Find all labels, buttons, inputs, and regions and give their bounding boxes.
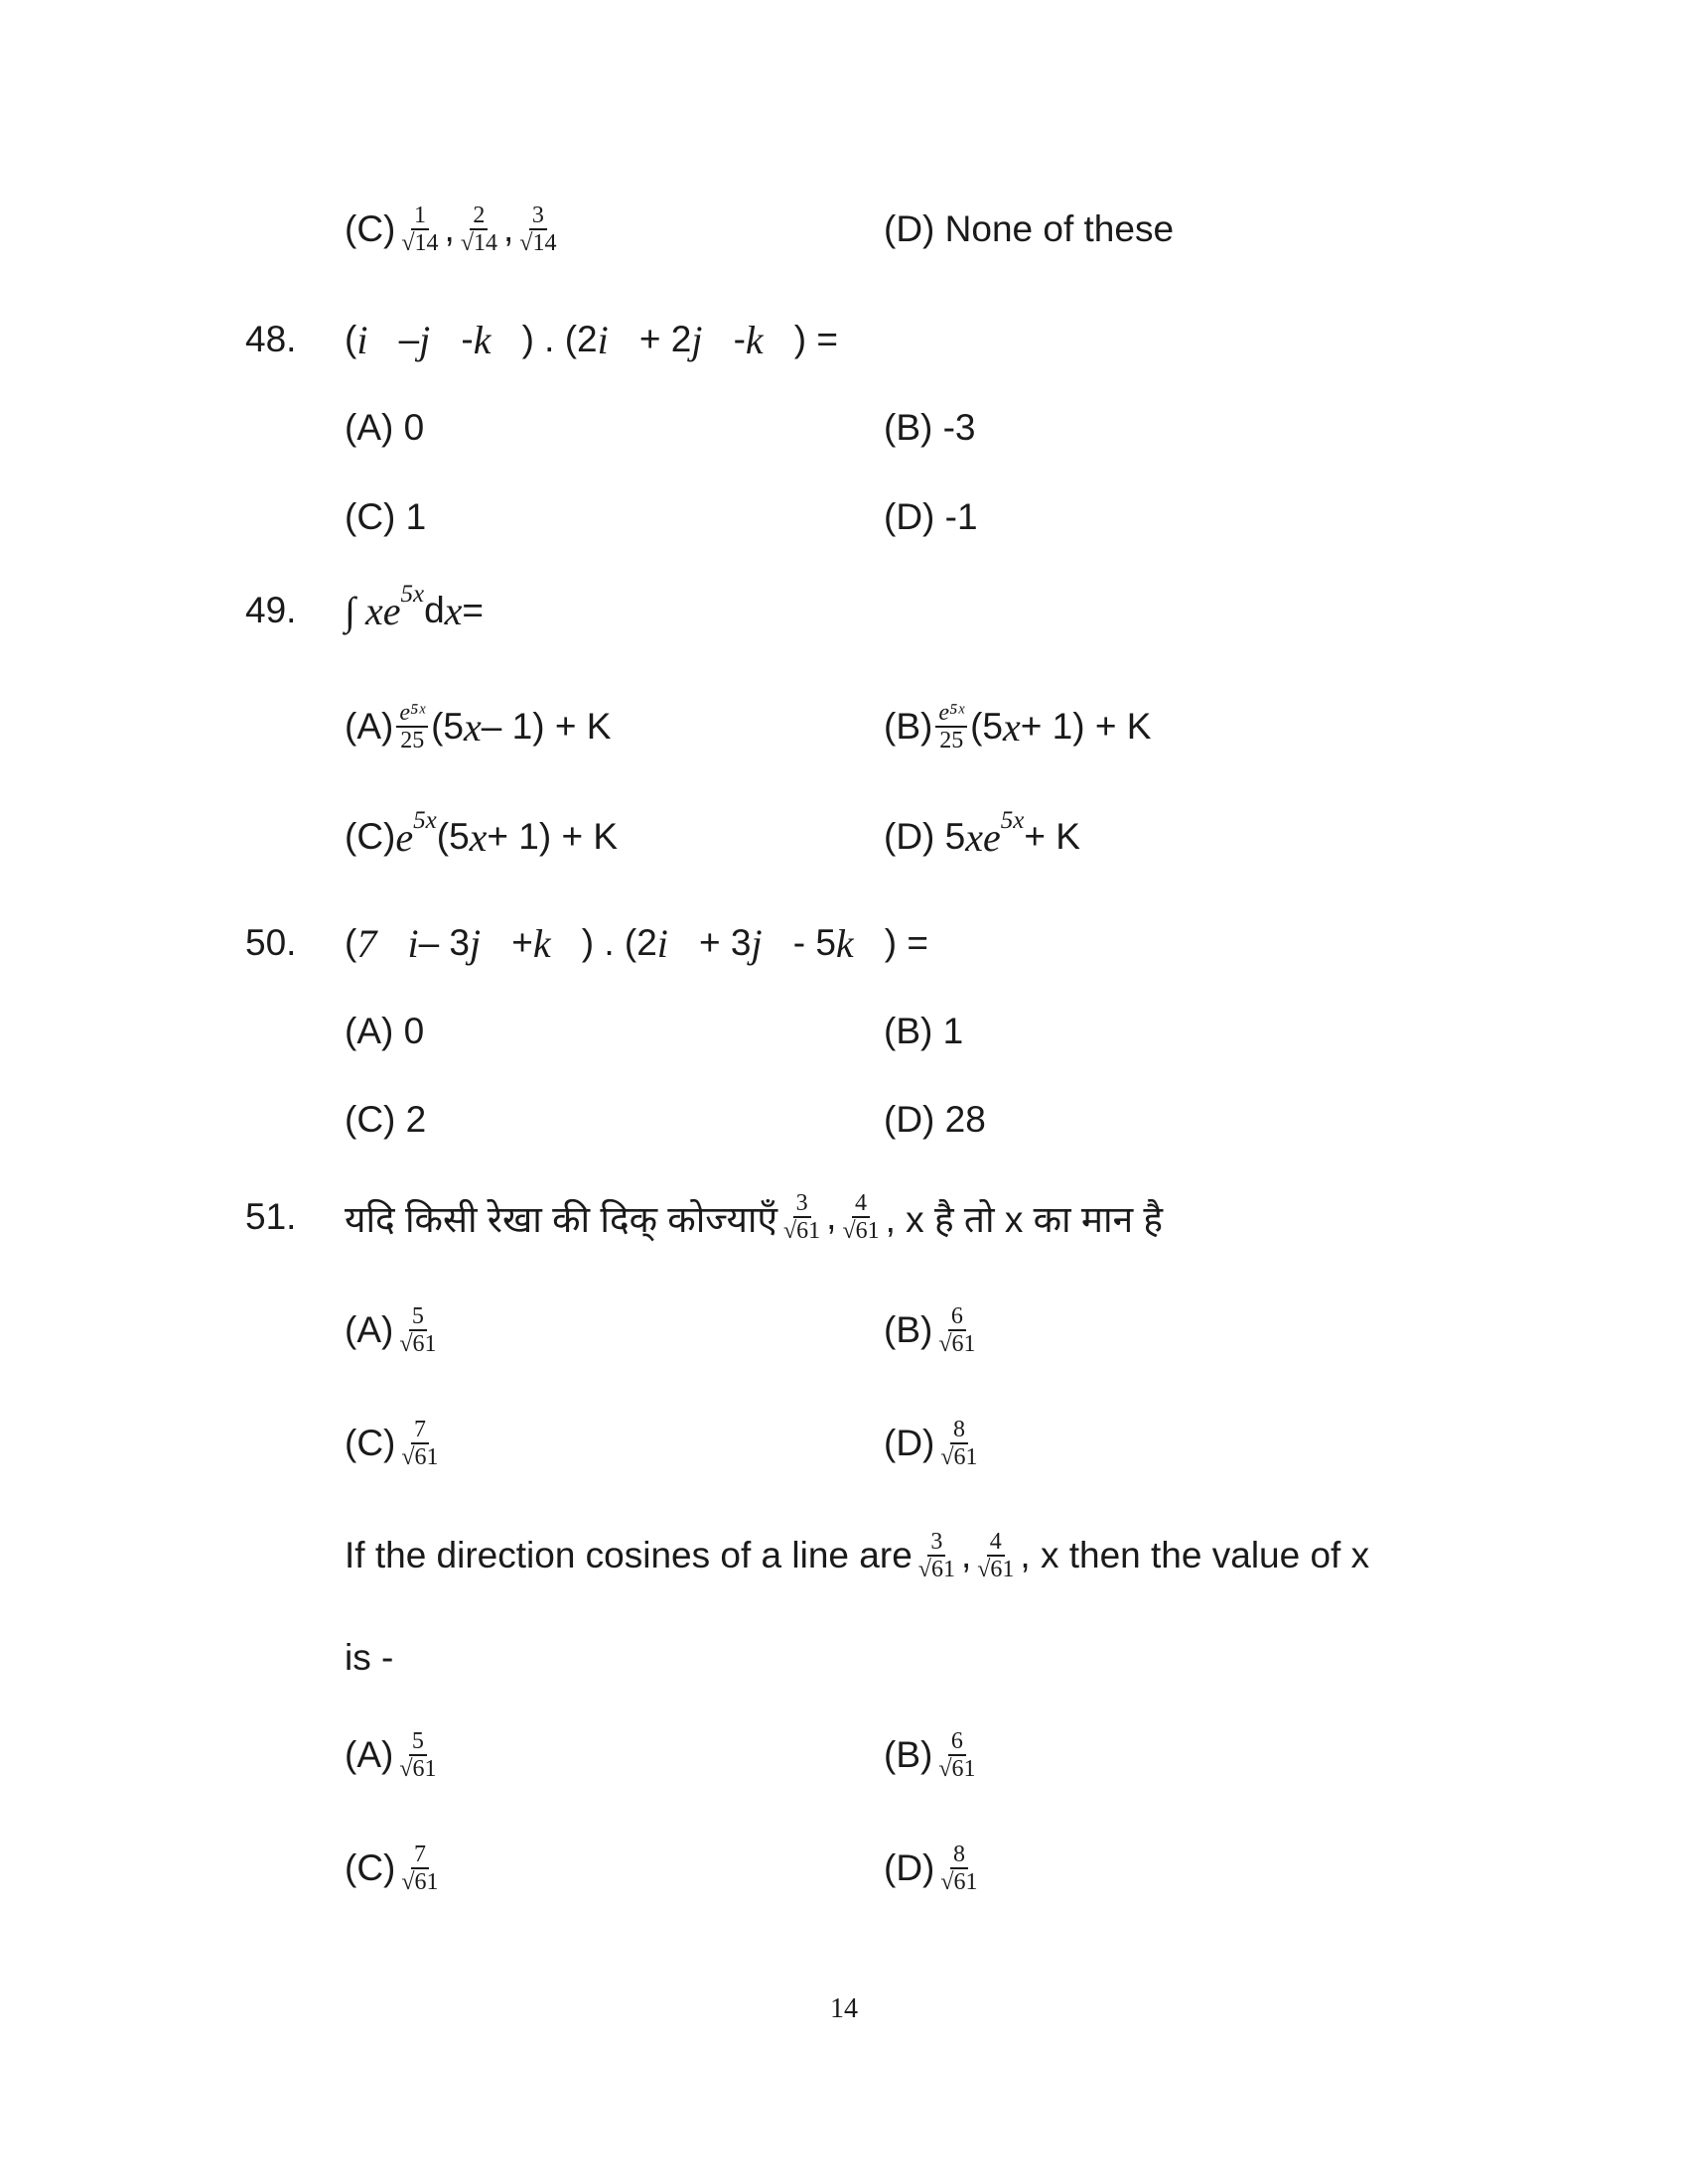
text-segment: (C) 1 [345, 496, 427, 537]
text-segment: (C) [345, 1423, 396, 1463]
denominator: √61 [917, 1557, 955, 1582]
text-segment: (D) 5 [884, 816, 966, 857]
text-segment: (5 [436, 816, 470, 857]
fraction [937, 1417, 980, 1470]
denominator: √14 [460, 230, 497, 256]
math-expression: j⃗ [419, 317, 462, 362]
text-segment: (B) -3 [884, 407, 976, 448]
numerator: 4 [852, 1190, 870, 1218]
question-line [0, 310, 1688, 369]
fraction [915, 1529, 958, 1582]
line-content [345, 203, 562, 256]
text-segment: – 3 [418, 922, 470, 963]
page-number: 14 [830, 1993, 858, 2024]
text-segment: - 5 [792, 922, 836, 963]
math-expression: k⃗ [532, 920, 582, 966]
option-right [884, 407, 976, 449]
denominator: √61 [938, 1331, 976, 1357]
question-line [0, 697, 1688, 756]
fraction [839, 1190, 882, 1244]
math-expression: i⃗ [356, 317, 399, 362]
fraction [937, 1842, 980, 1895]
text-segment: is - [345, 1637, 394, 1678]
line-content [345, 1728, 443, 1782]
line-content [345, 1417, 445, 1470]
text-segment: , x है तो x का मान है [885, 1198, 1164, 1240]
numerator: 3 [529, 203, 547, 230]
text-segment: , [444, 208, 455, 249]
numerator: 5 [409, 1728, 427, 1756]
text-segment: + K [1024, 816, 1080, 857]
text-segment: (C) [345, 1847, 396, 1888]
line-content [345, 581, 485, 634]
math-expression: ∫ xe [345, 588, 401, 633]
denominator: √61 [938, 1756, 976, 1782]
math-expression: k⃗ [473, 317, 522, 362]
question-line [0, 913, 1688, 973]
math-expression: k⃗ [835, 920, 885, 966]
text-segment: (D) 28 [884, 1099, 986, 1140]
math-expression: j⃗ [691, 317, 734, 362]
question-number: 50. [245, 922, 297, 963]
line-content [345, 317, 838, 363]
text-segment: (A) [345, 1309, 394, 1350]
numerator: 7 [411, 1417, 429, 1444]
option-right [884, 1303, 982, 1357]
math-expression: j⃗ [470, 920, 512, 966]
line-content [345, 407, 424, 449]
fraction [398, 1417, 441, 1470]
text-segment: , x then the value of x [1020, 1535, 1370, 1575]
text-segment: (C) [345, 208, 396, 249]
line-content [345, 1099, 426, 1141]
text-segment: ) = [884, 922, 928, 963]
text-segment: ) = [793, 319, 838, 359]
math-expression: 7⃗i [356, 920, 419, 966]
text-segment: (A) 0 [345, 1011, 425, 1051]
text-segment: , [503, 208, 514, 249]
option-right [884, 1417, 984, 1470]
line-content [345, 496, 426, 538]
superscript: 5x [413, 807, 437, 834]
fraction [935, 1728, 978, 1782]
fraction [458, 203, 500, 256]
denominator: √61 [842, 1218, 880, 1244]
text-segment: (D) [884, 1423, 935, 1463]
text-segment: , [960, 1535, 972, 1575]
text-segment: ( [345, 922, 357, 963]
text-segment: (D) [884, 1847, 935, 1888]
line-content [345, 1637, 393, 1679]
fraction [396, 1728, 439, 1782]
line-content [345, 1529, 1369, 1582]
option-right [884, 1011, 963, 1052]
text-segment: (B) [884, 1734, 933, 1775]
option-right [884, 1842, 984, 1895]
line-content [345, 1011, 424, 1052]
math-expression: k⃗ [745, 317, 794, 362]
text-segment: (B) [884, 706, 933, 747]
denominator: √61 [977, 1557, 1015, 1582]
question-number: 51. [245, 1196, 297, 1237]
fraction [396, 1303, 439, 1357]
question-line [0, 1839, 1688, 1898]
line-content [345, 1303, 443, 1357]
denominator: 25 [400, 728, 425, 753]
option-right [884, 1728, 982, 1782]
line-content [345, 700, 611, 753]
math-expression: xe [965, 814, 1001, 860]
question-line [0, 1002, 1688, 1061]
line-content [345, 1842, 445, 1895]
text-segment: If the direction cosines of a line are [345, 1535, 913, 1575]
text-segment: + 2 [638, 319, 692, 359]
text-segment: (C) 2 [345, 1099, 427, 1140]
text-segment: d [424, 590, 445, 630]
text-segment: + 3 [699, 922, 752, 963]
denominator: √61 [401, 1869, 439, 1895]
line-content [345, 807, 619, 861]
question-line [0, 487, 1688, 547]
question-line [0, 1725, 1688, 1785]
question-line [0, 1187, 1688, 1247]
denominator: √61 [940, 1869, 978, 1895]
text-segment: = [462, 590, 485, 630]
math-expression: i⃗ [597, 317, 639, 362]
text-segment: + 1) + K [1020, 706, 1152, 747]
denominator: √61 [399, 1756, 437, 1782]
text-segment: (B) 1 [884, 1011, 964, 1051]
fraction [516, 203, 559, 256]
superscript: 5x [1000, 807, 1025, 834]
option-right [884, 807, 1080, 861]
question-line [0, 1628, 1688, 1688]
text-segment: (5 [431, 706, 465, 747]
math-expression: i⃗ [656, 920, 700, 966]
numerator: 3 [927, 1529, 945, 1557]
question-line [0, 581, 1688, 640]
text-segment: – [398, 319, 420, 359]
math-expression: x [1003, 704, 1021, 750]
numerator: 5 [409, 1303, 427, 1331]
option-right [884, 700, 1151, 753]
fraction [396, 700, 428, 753]
denominator: 25 [939, 728, 964, 753]
numerator: 4 [987, 1529, 1005, 1557]
question-number: 49. [245, 590, 297, 630]
text-segment: + [511, 922, 533, 963]
numerator: 2 [470, 203, 488, 230]
denominator: √61 [940, 1444, 978, 1470]
numerator: 7 [411, 1842, 429, 1869]
denominator: √61 [401, 1444, 439, 1470]
option-right [884, 496, 978, 538]
text-segment: - [461, 319, 474, 359]
fraction [398, 203, 441, 256]
text-segment: ( [345, 319, 357, 359]
text-segment: यदि किसी रेखा की दिक् कोज्याएँ [345, 1198, 777, 1240]
text-segment: (C) [345, 816, 396, 857]
numerator: 1 [411, 203, 429, 230]
text-segment: - [733, 319, 746, 359]
text-segment: (5 [970, 706, 1004, 747]
question-number: 48. [245, 319, 297, 359]
text-segment: (B) [884, 1309, 933, 1350]
numerator: 8 [950, 1842, 968, 1869]
denominator: √14 [401, 230, 439, 256]
numerator: 3 [793, 1190, 811, 1218]
math-expression: x [464, 704, 482, 750]
numerator: 6 [948, 1303, 966, 1331]
math-expression: e [395, 814, 414, 860]
superscript: 5x [400, 581, 425, 608]
text-segment: + 1) + K [487, 816, 619, 857]
fraction [974, 1529, 1017, 1582]
text-segment: , [826, 1196, 837, 1237]
question-line [0, 200, 1688, 259]
question-line [0, 1300, 1688, 1360]
fraction [935, 700, 967, 753]
numerator: e⁵ˣ [396, 700, 428, 728]
math-expression: x [469, 814, 488, 860]
numerator: e⁵ˣ [935, 700, 967, 728]
text-segment: ) . (2 [581, 922, 657, 963]
option-right [884, 1099, 986, 1141]
option-right [884, 208, 1174, 250]
fraction [935, 1303, 978, 1357]
math-expression: x [444, 588, 463, 633]
question-line [0, 807, 1688, 867]
numerator: 8 [950, 1417, 968, 1444]
denominator: √61 [399, 1331, 437, 1357]
numerator: 6 [948, 1728, 966, 1756]
text-segment: (D) None of these [884, 208, 1175, 249]
text-segment: ) . (2 [521, 319, 598, 359]
text-segment: (D) -1 [884, 496, 978, 537]
fraction [780, 1190, 823, 1244]
denominator: √14 [519, 230, 557, 256]
question-line [0, 1414, 1688, 1473]
text-segment: – 1) + K [481, 706, 612, 747]
line-content [345, 920, 928, 967]
denominator: √61 [782, 1218, 821, 1244]
question-line [0, 1090, 1688, 1150]
line-content [345, 1190, 1163, 1244]
question-line [0, 1526, 1688, 1585]
text-segment: (A) [345, 1734, 394, 1775]
fraction [398, 1842, 441, 1895]
math-expression: j⃗ [751, 920, 793, 966]
text-segment: (A) [345, 706, 394, 747]
text-segment: (A) 0 [345, 407, 425, 448]
question-line [0, 398, 1688, 458]
